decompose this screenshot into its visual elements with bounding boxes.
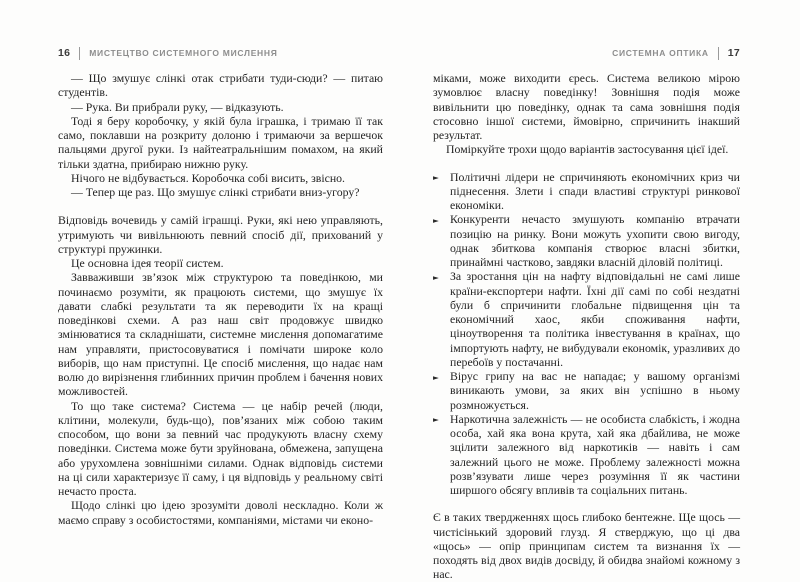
- right-page-number: 17: [727, 47, 740, 59]
- bullet-list: [433, 170, 740, 498]
- paragraph: Тоді я беру коробочку, у якій була іграшка, і тримаю її так само, поклавши на розкриту долоню і тримаючи за вершечок пальцями другої руки. Із найтеатральнішим помахом, на який тільки здатна, прибираю нижню руку.: [58, 113, 383, 171]
- bullet-arrow-icon: ►: [433, 173, 439, 182]
- bullet-arrow-icon: ►: [433, 372, 439, 382]
- left-page-number: 16: [58, 47, 71, 59]
- paragraph: — Тепер ще раз. Що змушує слінкі стрибати вниз-угору?: [71, 185, 360, 199]
- bullet-arrow-icon: ►: [433, 415, 439, 425]
- bullet-text: Вірус грипу на вас не нападає; у вашому організмі виникають умови, за яких він успішно в ньому розмножується.: [450, 369, 740, 412]
- paragraph: Завваживши зв’язок між структурою та поведінкою, ми починаємо розуміти, як працюють системи, що змушує їх давати слабкі результати та як переводити їх на кращі поведінкові схеми. А раз наш світ продовжує швидко змінюватися та складнішати, системне мислення допомагатиме нам управляти, пристосовуватися і помічати широке коло виборів, що нам приступні. Це спосіб мислення, що надає нам волю до вирізнення глибинних причин проблем і бачення нових можливостей.: [58, 270, 383, 399]
- bullet-item: [433, 412, 740, 498]
- paragraph: Поміркуйте трохи щодо варіантів застосування цієї ідеї.: [446, 142, 729, 157]
- paragraph: Є в таких твердженнях щось глибоко бентежне. Ще щось — чистісінький здоровий глузд. Я стверджую, що ці два «щось» — опір принципам систем та визнання їх — походять від двох видів досвіду, й обидва знайомі кожному з нас.: [433, 510, 740, 582]
- right-page-body: [433, 71, 740, 582]
- left-page-header: [58, 45, 278, 61]
- paragraph: міками, може виходити єресь. Система великою мірою зумовлює власну поведінку! Зовнішня подія може вивільнити цю поведінку, однак та сама зовнішня подія стосовно іншої системи, ймовірно, спричинить інакший результат.: [433, 71, 740, 142]
- bullet-text: Політичні лідери не спричиняють економічних криз чи піднесення. Злети і спади властиві структурі ринкової економіки.: [450, 169, 740, 212]
- bullet-arrow-icon: ►: [433, 215, 439, 225]
- left-running-title: МИСТЕЦТВО СИСТЕМНОГО МИСЛЕННЯ: [89, 48, 278, 58]
- right-bottom-paragraph-flow: [433, 510, 740, 581]
- bullet-text: Конкуренти нечасто змушують компанію втрачати позицію на ринку. Вони можуть ухопити свою вигоду, однак збиткова компанія створює власні збитки, принаймні частково, завдяки власній діловій політиці.: [450, 212, 740, 269]
- paragraph: — Рука. Ви прибрали руку, — відказують.: [71, 99, 284, 114]
- bullet-item: [433, 170, 740, 213]
- left-paragraph-flow: [58, 71, 383, 527]
- bullet-text: Наркотична залежність — не особиста слабкість, і жодна особа, хай яка вона крута, хай яка дбайлива, не може зцілити залежного від наркотиків — навіть і сам залежний цього не може. Проблему залежності можна розв’язувати лише через розуміння її як частини ширшого обсягу впливів та соціальних питань.: [450, 411, 740, 497]
- bullet-arrow-icon: ►: [433, 272, 439, 282]
- paragraph: Це основна ідея теорії систем.: [71, 256, 224, 270]
- bullet-item: [433, 269, 740, 369]
- paragraph: — Що змушує слінкі отак стрибати туди-сюди? — питаю студентів.: [58, 71, 383, 100]
- paragraph: Відповідь вочевидь у самій іграшці. Руки, які нею управляють, утримують чи вивільнюють певний спосіб дії, прихований у структурі пружинки.: [58, 213, 383, 256]
- right-top-paragraph-flow: [433, 71, 740, 157]
- paragraph: Нічого не відбувається. Коробочка собі висить, звісно.: [71, 170, 346, 185]
- header-divider: [718, 47, 719, 60]
- paragraph: То що таке система? Система — це набір речей (люди, клітини, молекули, будь-що), пов’язаних між собою таким способом, що вони за певний час продукують власну схему поведінки. Система може бути зруйнована, обмежена, запущена або урухомлена зовнішніми силами. Однак відповідь системи на ці сили характеризує її саму, і ця відповідь у реальному світі нечасто проста.: [58, 398, 383, 498]
- left-page: [58, 0, 383, 559]
- bullet-item: [433, 369, 740, 412]
- paragraph: Щодо слінкі цю ідею зрозуміти доволі нескладно. Коли ж маємо справу з особистостями, компаніями, містами чи еконо-: [58, 498, 383, 527]
- left-page-body: [58, 71, 383, 527]
- right-page-header: [612, 45, 740, 61]
- bullet-item: [433, 212, 740, 269]
- header-divider: [79, 47, 80, 60]
- right-page: [433, 0, 740, 582]
- right-running-title: СИСТЕМНА ОПТИКА: [612, 48, 709, 58]
- bullet-text: За зростання цін на нафту відповідальні не самі лише країни-експортери нафти. Їхні дії самі по собі нездатні були б спричинити глобальне підвищення цін та економічний хаос, якби споживання нафти, ціноутворення та політика інвестування в країнах, що імпортують нафту, не вибудували економік, уразливих до перебоїв у постачанні.: [450, 269, 740, 369]
